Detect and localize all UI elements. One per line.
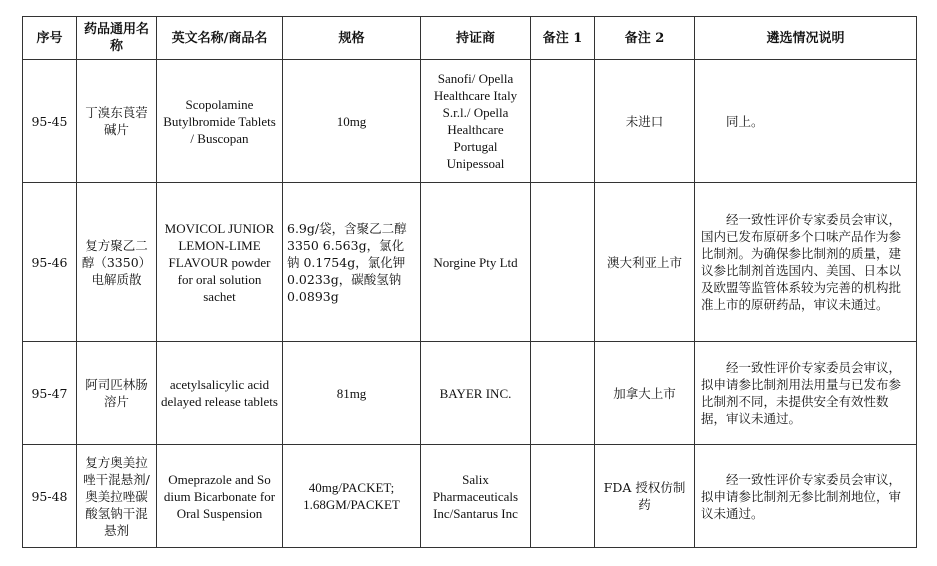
cell-note1 (531, 445, 595, 548)
cell-note2: FDA 授权仿制药 (595, 445, 695, 548)
cell-note1 (531, 60, 595, 183)
header-en-name: 英文名称/商品名 (157, 17, 283, 60)
cell-holder: Sanofi/ Opella Healthcare Italy S.r.l./ Opella Healthcare Portugal Unipessoal (421, 60, 531, 183)
table-row (23, 60, 917, 183)
table-row (23, 183, 917, 342)
cell-no: 95-48 (23, 445, 77, 548)
cell-desc: 同上。 (695, 60, 917, 183)
cell-spec: 81mg (283, 342, 421, 445)
cell-no: 95-46 (23, 183, 77, 342)
cell-spec: 40mg/PACKET; 1.68GM/PACKET (283, 445, 421, 548)
table-header-row (23, 17, 917, 60)
header-holder: 持证商 (421, 17, 531, 60)
cell-desc: 经一致性评价专家委员会审议，国内已发布原研多个口味产品作为参比制剂。为确保参比制剂的质量，建议参比制剂首选国内、美国、日本以及欧盟等监管体系较为完善的机构批准上市的原研药品，审议未通过。 (695, 183, 917, 342)
header-note1: 备注 1 (531, 17, 595, 60)
cell-note1 (531, 183, 595, 342)
cell-note2: 加拿大上市 (595, 342, 695, 445)
cell-note1 (531, 342, 595, 445)
header-no: 序号 (23, 17, 77, 60)
cell-en-name: acetylsalicylic acid delayed release tablets (157, 342, 283, 445)
cell-cn-name: 丁溴东莨菪碱片 (77, 60, 157, 183)
table-row (23, 445, 917, 548)
cell-cn-name: 复方奥美拉唑干混悬剂/奥美拉唑碳酸氢钠干混悬剂 (77, 445, 157, 548)
cell-no: 95-47 (23, 342, 77, 445)
cell-holder: BAYER INC. (421, 342, 531, 445)
cell-spec: 10mg (283, 60, 421, 183)
cell-desc: 经一致性评价专家委员会审议，拟申请参比制剂无参比制剂地位，审议未通过。 (695, 445, 917, 548)
cell-en-name: Scopolamine Butylbromide Tablets / Buscopan (157, 60, 283, 183)
header-cn-name: 药品通用名称 (77, 17, 157, 60)
cell-no: 95-45 (23, 60, 77, 183)
table-row (23, 342, 917, 445)
cell-cn-name: 阿司匹林肠溶片 (77, 342, 157, 445)
cell-en-name: Omeprazole and So dium Bicarbonate for Oral Suspension (157, 445, 283, 548)
header-note2: 备注 2 (595, 17, 695, 60)
cell-desc: 经一致性评价专家委员会审议，拟申请参比制剂用法用量与已发布参比制剂不同，未提供安全有效性数据，审议未通过。 (695, 342, 917, 445)
header-spec: 规格 (283, 17, 421, 60)
header-desc: 遴选情况说明 (695, 17, 917, 60)
cell-note2: 澳大利亚上市 (595, 183, 695, 342)
cell-note2: 未进口 (595, 60, 695, 183)
reference-drug-table (22, 16, 917, 548)
cell-holder: Norgine Pty Ltd (421, 183, 531, 342)
cell-en-name: MOVICOL JUNIOR LEMON-LIME FLAVOUR powder for oral solution sachet (157, 183, 283, 342)
cell-cn-name: 复方聚乙二醇（3350）电解质散 (77, 183, 157, 342)
cell-spec: 6.9g/袋，含聚乙二醇 3350 6.563g，氯化钠 0.1754g，氯化钾 0.0233g，碳酸氢钠 0.0893g (283, 183, 421, 342)
cell-holder: Salix Pharmaceuticals Inc/Santarus Inc (421, 445, 531, 548)
